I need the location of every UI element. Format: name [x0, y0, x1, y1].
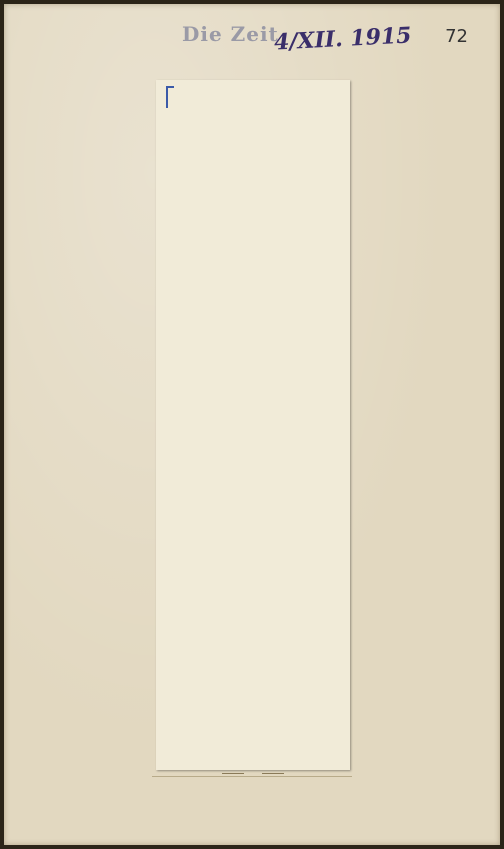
clipping-continuation-strip — [152, 776, 352, 835]
handwritten-date: 4/XII. 1915 — [273, 22, 413, 56]
newspaper-stamp: Die Zeit — [182, 22, 279, 46]
cut-mark-icon — [262, 773, 284, 774]
blue-bracket-mark-icon — [166, 86, 174, 108]
cut-mark-icon — [222, 773, 244, 774]
page-number: 72 — [445, 26, 468, 47]
archive-sheet — [4, 4, 500, 845]
newspaper-clipping — [156, 80, 350, 770]
